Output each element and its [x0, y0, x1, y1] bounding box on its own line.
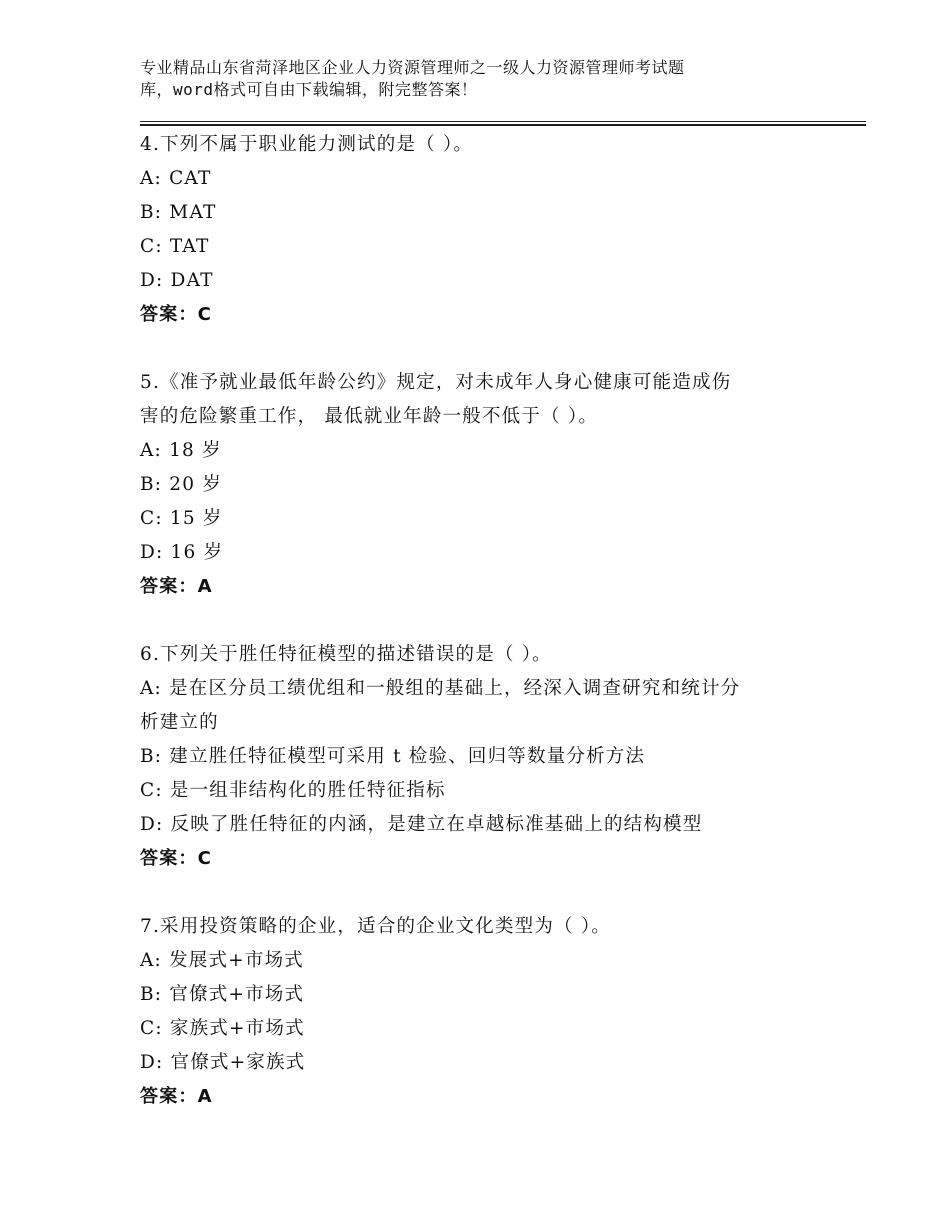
- option-a-line-2: 析建立的: [140, 712, 219, 733]
- question-list: [140, 128, 840, 1114]
- header-divider-thin: [140, 121, 866, 122]
- answer-label: 答案：C: [140, 304, 213, 325]
- answer-label: 答案：A: [140, 1086, 213, 1107]
- answer-label: 答案：C: [140, 848, 213, 869]
- question-stem: 7.采用投资策略的企业，适合的企业文化类型为（ ）。: [140, 916, 611, 937]
- header-divider-thick: [140, 124, 866, 126]
- option-c: C: 是一组非结构化的胜任特征指标: [140, 780, 446, 801]
- question-4: [140, 128, 840, 332]
- option-b: B: 官僚式+市场式: [140, 984, 305, 1005]
- option-c: C: 15 岁: [140, 508, 223, 529]
- question-stem-line-1: 5.《准予就业最低年龄公约》规定，对未成年人身心健康可能造成伤: [140, 372, 732, 393]
- question-7: [140, 910, 840, 1114]
- header-title-line-1: 专业精品山东省菏泽地区企业人力资源管理师之一级人力资源管理师考试题: [140, 58, 685, 77]
- question-stem-line-2: 害的危险繁重工作， 最低就业年龄一般不低于（ ）。: [140, 406, 599, 427]
- option-c: C: TAT: [140, 236, 210, 257]
- question-spacer: [140, 604, 840, 638]
- option-c: C: 家族式+市场式: [140, 1018, 305, 1039]
- question-stem: 6.下列关于胜任特征模型的描述错误的是（ ）。: [140, 644, 552, 665]
- question-stem: 4.下列不属于职业能力测试的是（ ）。: [140, 134, 474, 155]
- option-a: A: 18 岁: [140, 440, 222, 461]
- option-b: B: 20 岁: [140, 474, 223, 495]
- question-6: [140, 638, 840, 876]
- question-spacer: [140, 332, 840, 366]
- option-a: A: CAT: [140, 168, 212, 189]
- header-title-line-2: 库，word格式可自由下载编辑，附完整答案！: [140, 80, 478, 99]
- option-b: B: 建立胜任特征模型可采用 t 检验、回归等数量分析方法: [140, 746, 646, 767]
- option-d: D: 16 岁: [140, 542, 224, 563]
- option-a: A: 发展式+市场式: [140, 950, 304, 971]
- document-header: [140, 57, 840, 101]
- option-a-line-1: A: 是在区分员工绩优组和一般组的基础上，经深入调查研究和统计分: [140, 678, 741, 699]
- answer-label: 答案：A: [140, 576, 213, 597]
- option-b: B: MAT: [140, 202, 217, 223]
- option-d: D: 官僚式+家族式: [140, 1052, 306, 1073]
- option-d: D: 反映了胜任特征的内涵，是建立在卓越标准基础上的结构模型: [140, 814, 703, 835]
- question-spacer: [140, 876, 840, 910]
- question-5: [140, 366, 840, 604]
- option-d: D: DAT: [140, 270, 214, 291]
